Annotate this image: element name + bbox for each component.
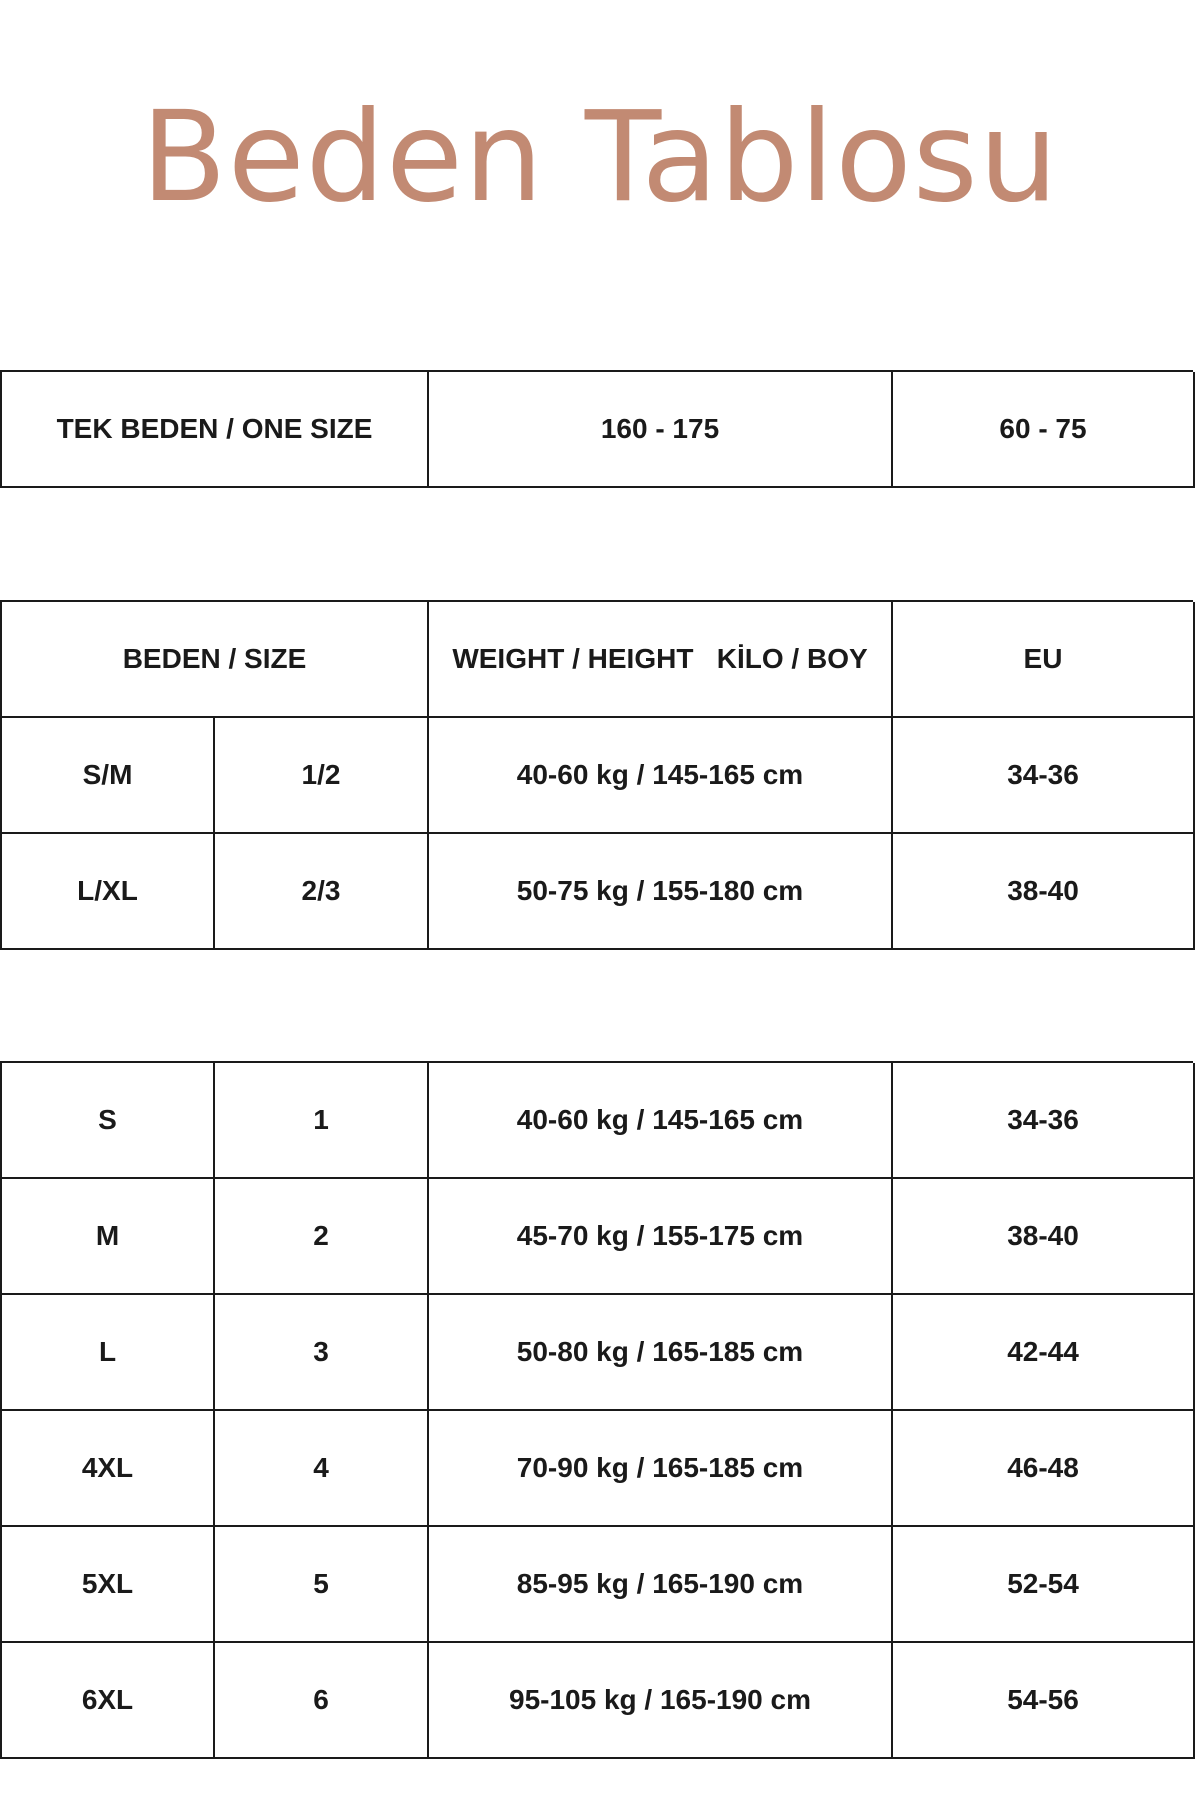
header-weight-height: WEIGHT / HEIGHT KİLO / BOY — [429, 602, 893, 718]
combined-size-table — [0, 600, 1193, 950]
row-size: L/XL — [2, 834, 215, 950]
row-weight-height: 50-75 kg / 155-180 cm — [429, 834, 893, 950]
size-table — [0, 1061, 1193, 1759]
row-size: M — [2, 1179, 215, 1295]
row-eu: 34-36 — [893, 1063, 1195, 1179]
row-size: L — [2, 1295, 215, 1411]
row-number: 4 — [215, 1411, 429, 1527]
row-size: 5XL — [2, 1527, 215, 1643]
row-size: S/M — [2, 718, 215, 834]
row-eu: 54-56 — [893, 1643, 1195, 1759]
page-title: Beden Tablosu — [140, 85, 1060, 230]
one-size-weight-range: 60 - 75 — [893, 372, 1195, 488]
row-number: 3 — [215, 1295, 429, 1411]
row-eu: 38-40 — [893, 1179, 1195, 1295]
row-eu: 34-36 — [893, 718, 1195, 834]
header-eu: EU — [893, 602, 1195, 718]
row-number: 1/2 — [215, 718, 429, 834]
row-number: 2 — [215, 1179, 429, 1295]
row-eu: 38-40 — [893, 834, 1195, 950]
row-weight-height: 85-95 kg / 165-190 cm — [429, 1527, 893, 1643]
one-size-label: TEK BEDEN / ONE SIZE — [2, 372, 429, 488]
row-size: S — [2, 1063, 215, 1179]
row-eu: 46-48 — [893, 1411, 1195, 1527]
row-number: 6 — [215, 1643, 429, 1759]
row-weight-height: 50-80 kg / 165-185 cm — [429, 1295, 893, 1411]
row-number: 2/3 — [215, 834, 429, 950]
header-size: BEDEN / SIZE — [2, 602, 429, 718]
row-weight-height: 40-60 kg / 145-165 cm — [429, 1063, 893, 1179]
one-size-table — [0, 370, 1193, 488]
row-weight-height: 40-60 kg / 145-165 cm — [429, 718, 893, 834]
row-weight-height: 45-70 kg / 155-175 cm — [429, 1179, 893, 1295]
row-number: 1 — [215, 1063, 429, 1179]
row-weight-height: 95-105 kg / 165-190 cm — [429, 1643, 893, 1759]
row-number: 5 — [215, 1527, 429, 1643]
row-size: 4XL — [2, 1411, 215, 1527]
row-eu: 42-44 — [893, 1295, 1195, 1411]
one-size-height-range: 160 - 175 — [429, 372, 893, 488]
row-weight-height: 70-90 kg / 165-185 cm — [429, 1411, 893, 1527]
row-size: 6XL — [2, 1643, 215, 1759]
row-eu: 52-54 — [893, 1527, 1195, 1643]
